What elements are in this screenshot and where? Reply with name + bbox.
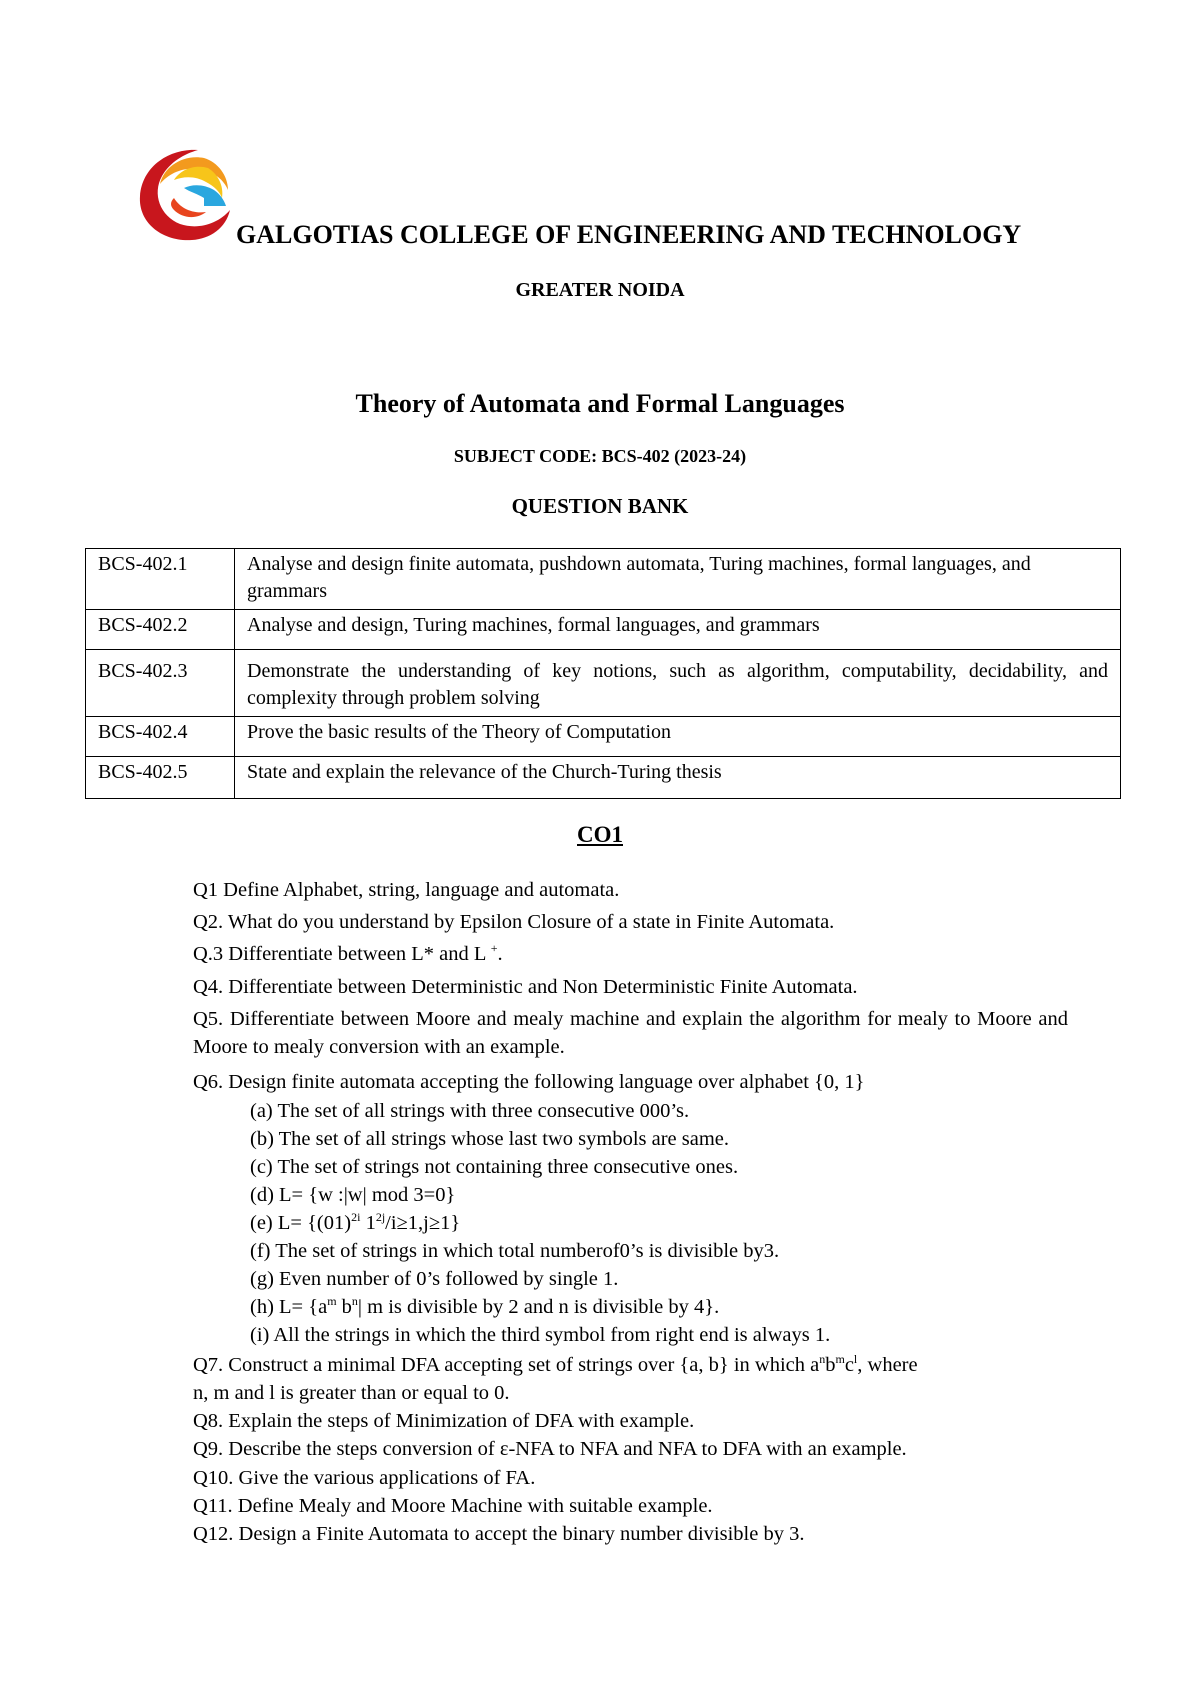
- question-6b: (b) The set of all strings whose last two symbols are same.: [250, 1128, 730, 1150]
- question-7: Q7. Construct a minimal DFA accepting set of strings over {a, b} in which $a^nb^mc^l$, where: [193, 1352, 918, 1376]
- outcome-code: BCS-402.3: [86, 650, 235, 717]
- table-row: [86, 610, 1121, 650]
- college-logo: [134, 144, 234, 244]
- question-4: Q4. Differentiate between Deterministic and Non Deterministic Finite Automata.: [193, 976, 858, 998]
- subject-title: Theory of Automata and Formal Languages: [355, 389, 845, 418]
- question-6i: (i) All the strings in which the third symbol from right end is always 1.: [250, 1324, 831, 1346]
- question-6c: (c) The set of strings not containing three consecutive ones.: [250, 1156, 739, 1178]
- section-heading: CO1: [577, 822, 623, 847]
- question-12: Q12. Design a Finite Automata to accept the binary number divisible by 3.: [193, 1523, 805, 1545]
- question-6e: (e) $L= \{(01)^{2i}$ $1^{2j}/i\ge 1,j\ge 1$}: [250, 1210, 461, 1234]
- table-row: [86, 549, 1121, 610]
- table-row: [86, 650, 1121, 717]
- question-6h: (h) $L= \{a^m$ $b^n|$ m is divisible by 2 and n is divisible by 4}.: [250, 1294, 720, 1318]
- outcome-code: BCS-402.2: [86, 610, 235, 650]
- table-row: [86, 757, 1121, 799]
- question-6g: (g) Even number of 0’s followed by single 1.: [250, 1268, 619, 1290]
- outcome-text: Demonstrate the understanding of key notions, such as algorithm, computability, decidability, and complexity through problem solving: [235, 650, 1121, 717]
- question-10: Q10. Give the various applications of FA.: [193, 1467, 536, 1489]
- outcome-text: State and explain the relevance of the Church-Turing thesis: [235, 757, 1121, 799]
- outcome-code: BCS-402.4: [86, 717, 235, 757]
- subject-code: SUBJECT CODE: BCS-402 (2023-24): [453, 446, 747, 466]
- outcome-code: BCS-402.1: [86, 549, 235, 610]
- course-outcomes-table: [85, 548, 1121, 799]
- college-name: GALGOTIAS COLLEGE OF ENGINEERING AND TECHNOLOGY: [236, 220, 1022, 249]
- question-6: Q6. Design finite automata accepting the following language over alphabet {0, 1}: [193, 1071, 865, 1093]
- question-5: Q5. Differentiate between Moore and mealy machine and explain the algorithm for mealy to Moore and Moore to mealy conversion with an example.: [193, 1008, 1068, 1058]
- question-6a: (a) The set of all strings with three consecutive 000’s.: [250, 1100, 690, 1122]
- question-7-continued: n, m and l is greater than or equal to 0.: [193, 1382, 510, 1404]
- question-6d: (d) L= {w :|w| mod 3=0}: [250, 1184, 456, 1206]
- outcome-text: Prove the basic results of the Theory of Computation: [235, 717, 1121, 757]
- question-6f: (f) The set of strings in which total numberof0’s is divisible by3.: [250, 1240, 780, 1262]
- outcome-text: Analyse and design, Turing machines, formal languages, and grammars: [235, 610, 1121, 650]
- question-3: Q.3 Differentiate between L* and L +.: [193, 941, 503, 965]
- document-type: QUESTION BANK: [511, 494, 689, 518]
- outcome-code: BCS-402.5: [86, 757, 235, 799]
- outcome-text: Analyse and design finite automata, pushdown automata, Turing machines, formal languages, and grammars: [235, 549, 1121, 610]
- question-8: Q8. Explain the steps of Minimization of DFA with example.: [193, 1410, 695, 1432]
- question-9: Q9. Describe the steps conversion of ε-NFA to NFA and NFA to DFA with an example.: [193, 1438, 907, 1460]
- table-row: [86, 717, 1121, 757]
- college-city: GREATER NOIDA: [515, 279, 685, 301]
- question-11: Q11. Define Mealy and Moore Machine with suitable example.: [193, 1495, 713, 1517]
- question-1: Q1 Define Alphabet, string, language and automata.: [193, 879, 620, 901]
- question-2: Q2. What do you understand by Epsilon Closure of a state in Finite Automata.: [193, 911, 835, 933]
